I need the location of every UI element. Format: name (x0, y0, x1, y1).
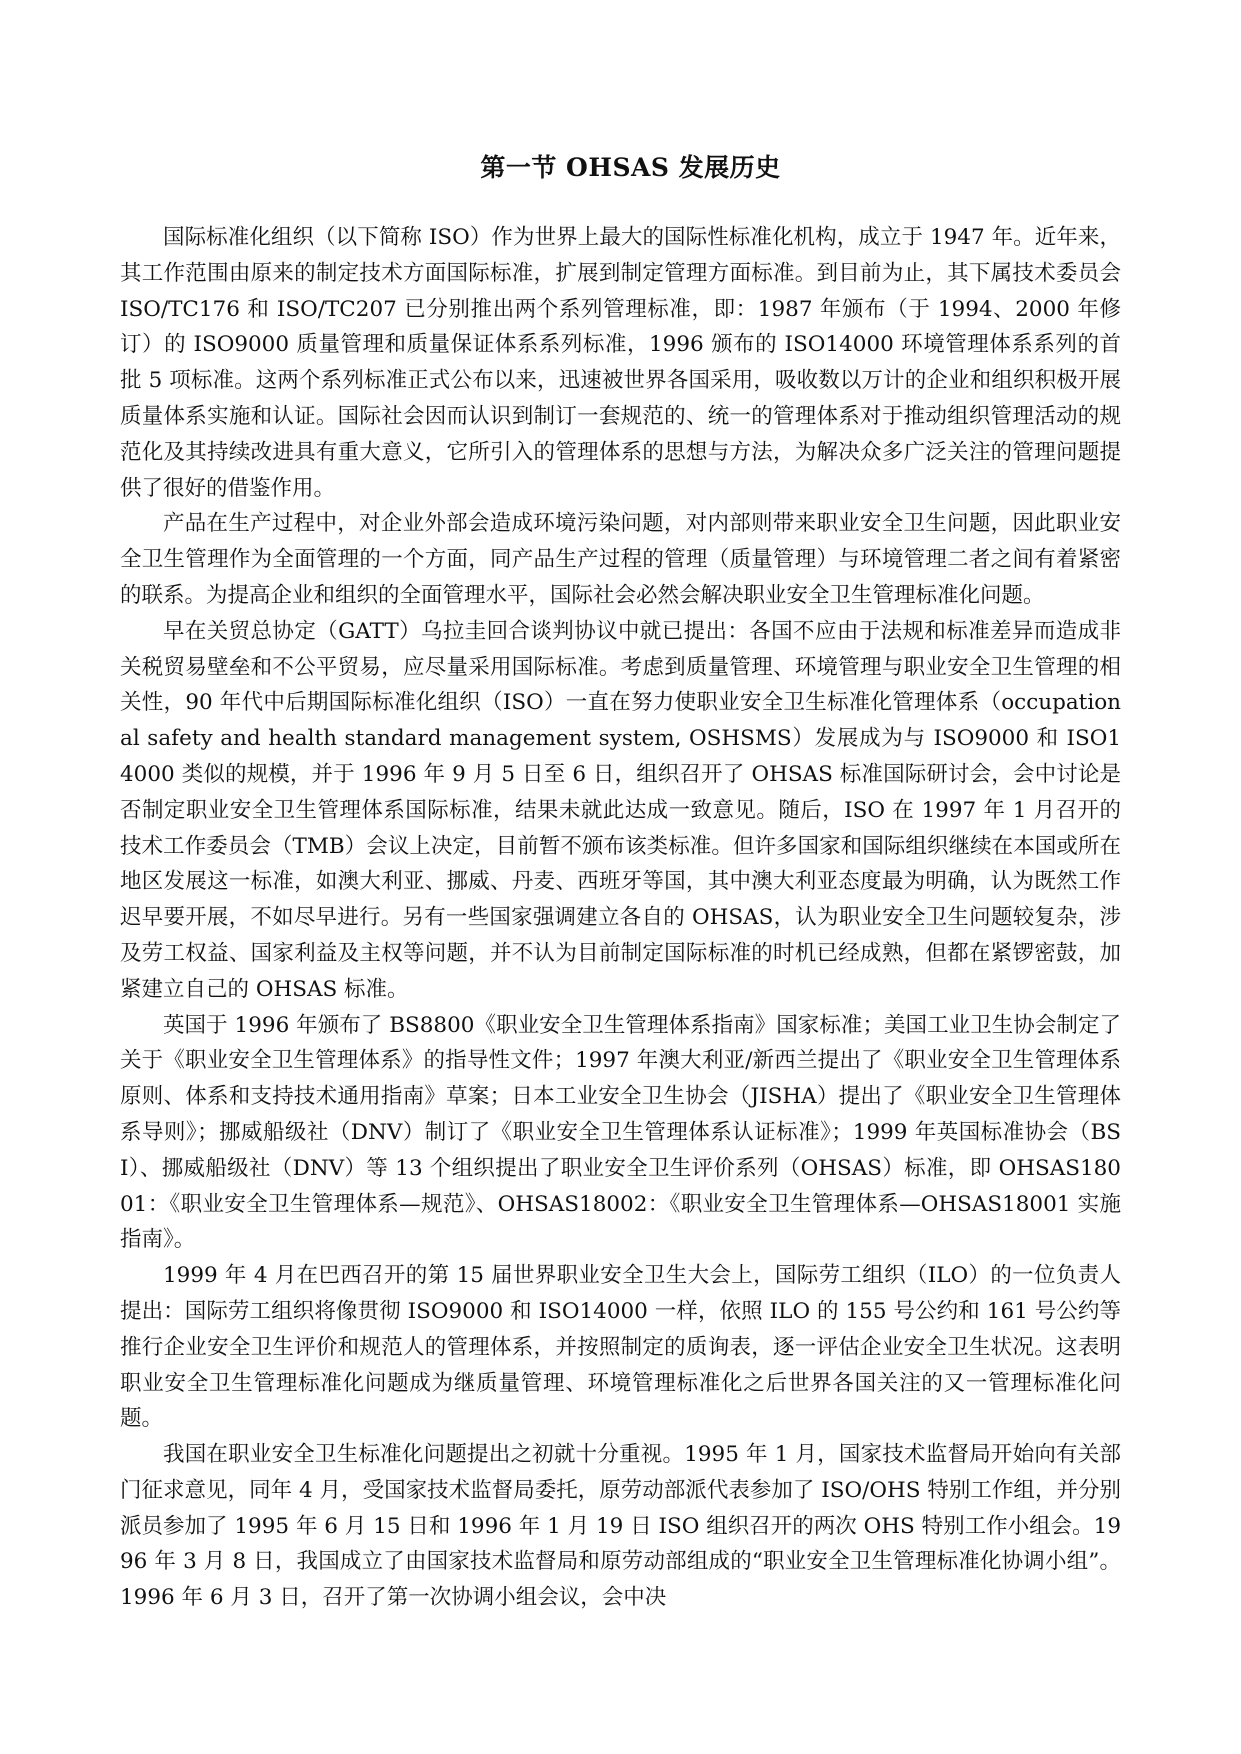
section-title: 第一节 OHSAS 发展历史 (480, 153, 781, 182)
document-body (120, 220, 1121, 1616)
paragraph: 产品在生产过程中，对企业外部会造成环境污染问题，对内部则带来职业安全卫生问题，因此职业安全卫生管理作为全面管理的一个方面，同产品生产过程的管理（质量管理）与环境管理二者之间有着紧密的联系。为提高企业和组织的全面管理水平，国际社会必然会解决职业安全卫生管理标准化问题。 (120, 511, 1121, 608)
paragraph: 1999 年 4 月在巴西召开的第 15 届世界职业安全卫生大会上，国际劳工组织（ILO）的一位负责人提出：国际劳工组织将像贯彻 ISO9000 和 ISO14000 一样，依照 ILO 的 155 号公约和 161 号公约等推行企业安全卫生评价和规范人的管理体系，并按照制定的质询表，逐一评估企业安全卫生状况。这表明职业安全卫生管理标准化问题成为继质量管理、环境管理标准化之后世界各国关注的又一管理标准化问题。 (120, 1263, 1121, 1432)
paragraph: 国际标准化组织（以下简称 ISO）作为世界上最大的国际性标准化机构，成立于 1947 年。近年来，其工作范围由原来的制定技术方面国际标准，扩展到制定管理方面标准。到目前为止，其下属技术委员会 ISO/TC176 和 ISO/TC207 已分别推出两个系列管理标准，即：1987 年颁布（于 1994、2000 年修订）的 ISO9000 质量管理和质量保证体系系列标准，1996 颁布的 ISO14000 环境管理体系系列的首批 5 项标准。这两个系列标准正式公布以来，迅速被世界各国采用，吸收数以万计的企业和组织积极开展质量体系实施和认证。国际社会因而认识到制订一套规范的、统一的管理体系对于推动组织管理活动的规范化及其持续改进具有重大意义，它所引入的管理体系的思想与方法，为解决众多广泛关注的管理问题提供了很好的借鉴作用。 (120, 225, 1121, 501)
paragraph: 早在关贸总协定（GATT）乌拉圭回合谈判协议中就已提出：各国不应由于法规和标准差异而造成非关税贸易壁垒和不公平贸易，应尽量采用国际标准。考虑到质量管理、环境管理与职业安全卫生管理的相关性，90 年代中后期国际标准化组织（ISO）一直在努力使职业安全卫生标准化管理体系（occupational safety and health standard management system, OSHSMS）发展成为与 ISO9000 和 ISO14000 类似的规模，并于 1996 年 9 月 5 日至 6 日，组织召开了 OHSAS 标准国际研讨会，会中讨论是否制定职业安全卫生管理体系国际标准，结果未就此达成一致意见。随后，ISO 在 1997 年 1 月召开的技术工作委员会（TMB）会议上决定，目前暂不颁布该类标准。但许多国家和国际组织继续在本国或所在地区发展这一标准，如澳大利亚、挪威、丹麦、西班牙等国，其中澳大利亚态度最为明确，认为既然工作迟早要开展，不如尽早进行。另有一些国家强调建立各自的 OHSAS，认为职业安全卫生问题较复杂，涉及劳工权益、国家利益及主权等问题，并不认为目前制定国际标准的时机已经成熟，但都在紧锣密鼓，加紧建立自己的 OHSAS 标准。 (120, 618, 1121, 1002)
paragraph: 英国于 1996 年颁布了 BS8800《职业安全卫生管理体系指南》国家标准；美国工业卫生协会制定了关于《职业安全卫生管理体系》的指导性文件；1997 年澳大利亚/新西兰提出了《职业安全卫生管理体系原则、体系和支持技术通用指南》草案；日本工业安全卫生协会（JISHA）提出了《职业安全卫生管理体系导则》；挪威船级社（DNV）制订了《职业安全卫生管理体系认证标准》；1999 年英国标准协会（BSI）、挪威船级社（DNV）等 13 个组织提出了职业安全卫生评价系列（OHSAS）标准，即 OHSAS18001：《职业安全卫生管理体系—规范》、OHSAS18002：《职业安全卫生管理体系—OHSAS18001 实施指南》。 (120, 1012, 1121, 1253)
paragraph: 我国在职业安全卫生标准化问题提出之初就十分重视。1995 年 1 月，国家技术监督局开始向有关部门征求意见，同年 4 月，受国家技术监督局委托，原劳动部派代表参加了 ISO/OHS 特别工作组，并分别派员参加了 1995 年 6 月 15 日和 1996 年 1 月 19 日 ISO 组织召开的两次 OHS 特别工作小组会。1996 年 3 月 8 日，我国成立了由国家技术监督局和原劳动部组成的“职业安全卫生管理标准化协调小组”。1996 年 6 月 3 日，召开了第一次协调小组会议，会中决 (120, 1442, 1121, 1611)
